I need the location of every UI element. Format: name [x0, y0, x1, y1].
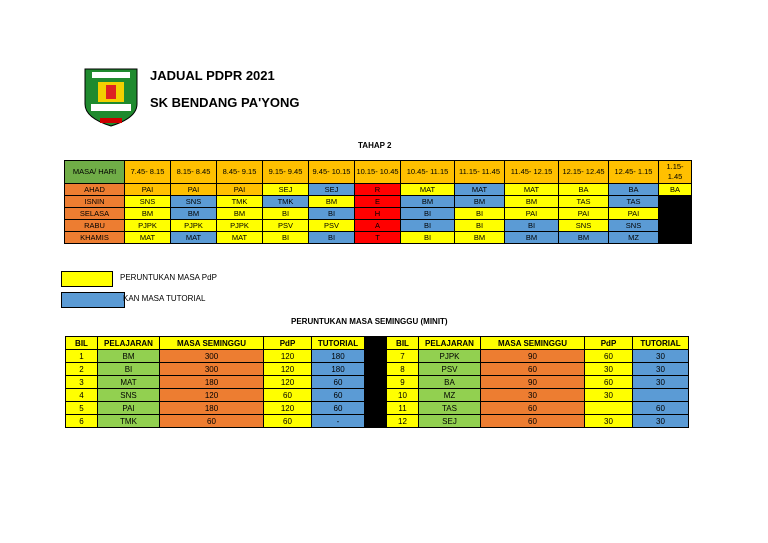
- timetable-cell: BI: [455, 220, 505, 232]
- allocation-title: PERUNTUKAN MASA SEMINGGU (MINIT): [291, 317, 448, 326]
- allocation-cell: 30: [633, 376, 689, 389]
- timetable-cell: BI: [401, 232, 455, 244]
- allocation-cell: -: [312, 415, 365, 428]
- allocation-cell: 2: [66, 363, 98, 376]
- timetable-cell: BI: [401, 220, 455, 232]
- allocation-cell: 300: [160, 363, 264, 376]
- day-label: SELASA: [65, 208, 125, 220]
- school-logo: [82, 66, 140, 128]
- timetable-cell: R: [355, 184, 401, 196]
- timetable-cell: SNS: [171, 196, 217, 208]
- timetable-cell: BM: [505, 232, 559, 244]
- timetable-cell: PAI: [125, 184, 171, 196]
- timetable-cell: [659, 208, 692, 220]
- allocation-cell: 7: [387, 350, 419, 363]
- allocation-header: PELAJARAN: [98, 337, 160, 350]
- time-slot: 1.15- 1.45: [659, 161, 692, 184]
- allocation-cell: PJPK: [419, 350, 481, 363]
- legend-tutorial-swatch: [61, 292, 125, 308]
- timetable-cell: BM: [401, 196, 455, 208]
- allocation-cell: 120: [264, 402, 312, 415]
- allocation-cell: 60: [312, 402, 365, 415]
- timetable-cell: [659, 196, 692, 208]
- timetable-cell: BI: [455, 208, 505, 220]
- allocation-header: BIL: [387, 337, 419, 350]
- allocation-cell: 180: [160, 402, 264, 415]
- allocation-cell: BM: [98, 350, 160, 363]
- timetable-cell: PAI: [609, 208, 659, 220]
- level-label: TAHAP 2: [358, 141, 392, 150]
- allocation-cell: PAI: [98, 402, 160, 415]
- timetable-cell: BM: [309, 196, 355, 208]
- timetable-cell: PJPK: [217, 220, 263, 232]
- time-slot: 8.15- 8.45: [171, 161, 217, 184]
- timetable-cell: TMK: [217, 196, 263, 208]
- allocation-header: MASA SEMINGGU: [160, 337, 264, 350]
- timetable-cell: MAT: [125, 232, 171, 244]
- allocation-cell: 60: [160, 415, 264, 428]
- allocation-cell: 120: [160, 389, 264, 402]
- allocation-cell: BA: [419, 376, 481, 389]
- allocation-cell: 120: [264, 363, 312, 376]
- timetable-cell: BM: [125, 208, 171, 220]
- allocation-cell: 30: [481, 389, 585, 402]
- timetable-cell: BA: [659, 184, 692, 196]
- allocation-cell: 1: [66, 350, 98, 363]
- allocation-cell: MAT: [98, 376, 160, 389]
- legend-pdp-swatch: [61, 271, 113, 287]
- timetable-cell: BI: [401, 208, 455, 220]
- allocation-cell: 60: [312, 376, 365, 389]
- timetable-cell: BM: [171, 208, 217, 220]
- time-header: MASA/ HARI: [65, 161, 125, 184]
- timetable-cell: PAI: [171, 184, 217, 196]
- allocation-header: TUTORIAL: [633, 337, 689, 350]
- allocation-cell: 60: [312, 389, 365, 402]
- timetable-cell: H: [355, 208, 401, 220]
- timetable-cell: T: [355, 232, 401, 244]
- allocation-header: MASA SEMINGGU: [481, 337, 585, 350]
- timetable-row: [65, 196, 692, 208]
- allocation-cell: 300: [160, 350, 264, 363]
- timetable-row: [65, 184, 692, 196]
- allocation-cell: 180: [312, 350, 365, 363]
- allocation-cell: 60: [585, 350, 633, 363]
- timetable-cell: SEJ: [309, 184, 355, 196]
- timetable-row: [65, 232, 692, 244]
- timetable-cell: [659, 232, 692, 244]
- timetable-cell: BI: [309, 232, 355, 244]
- allocation-cell: 60: [264, 415, 312, 428]
- divider: [365, 337, 387, 428]
- timetable-cell: BI: [263, 232, 309, 244]
- timetable-cell: SNS: [559, 220, 609, 232]
- allocation-cell: 5: [66, 402, 98, 415]
- timetable-cell: BM: [505, 196, 559, 208]
- allocation-cell: 30: [585, 415, 633, 428]
- time-slot: 11.45- 12.15: [505, 161, 559, 184]
- allocation-cell: PSV: [419, 363, 481, 376]
- timetable-cell: TMK: [263, 196, 309, 208]
- allocation-cell: BI: [98, 363, 160, 376]
- allocation-cell: SNS: [98, 389, 160, 402]
- allocation-cell: 60: [481, 363, 585, 376]
- timetable-cell: MAT: [505, 184, 559, 196]
- allocation-cell: 12: [387, 415, 419, 428]
- allocation-cell: 180: [312, 363, 365, 376]
- timetable-cell: BA: [559, 184, 609, 196]
- allocation-cell: 11: [387, 402, 419, 415]
- timetable-cell: BA: [609, 184, 659, 196]
- timetable-cell: BI: [263, 208, 309, 220]
- timetable-cell: TAS: [609, 196, 659, 208]
- timetable-cell: SNS: [125, 196, 171, 208]
- allocation-cell: 3: [66, 376, 98, 389]
- timetable-cell: BI: [505, 220, 559, 232]
- timetable-cell: TAS: [559, 196, 609, 208]
- timetable-cell: PAI: [217, 184, 263, 196]
- day-label: KHAMIS: [65, 232, 125, 244]
- allocation-table: [65, 336, 689, 428]
- timetable-cell: BM: [455, 232, 505, 244]
- timetable-cell: MAT: [455, 184, 505, 196]
- allocation-cell: MZ: [419, 389, 481, 402]
- page-title: JADUAL PDPR 2021: [150, 68, 275, 83]
- allocation-cell: 30: [585, 363, 633, 376]
- time-slot: 10.15- 10.45: [355, 161, 401, 184]
- timetable-cell: MZ: [609, 232, 659, 244]
- timetable-cell: PJPK: [125, 220, 171, 232]
- timetable-cell: PSV: [309, 220, 355, 232]
- allocation-cell: TMK: [98, 415, 160, 428]
- allocation-cell: 120: [264, 350, 312, 363]
- allocation-cell: 60: [481, 402, 585, 415]
- allocation-cell: 10: [387, 389, 419, 402]
- legend-tutorial-label: KAN MASA TUTORIAL: [123, 294, 206, 303]
- allocation-cell: [585, 402, 633, 415]
- allocation-cell: 60: [585, 376, 633, 389]
- allocation-cell: 30: [633, 363, 689, 376]
- allocation-header: TUTORIAL: [312, 337, 365, 350]
- allocation-cell: 60: [481, 415, 585, 428]
- time-slot: 11.15- 11.45: [455, 161, 505, 184]
- timetable-row: [65, 208, 692, 220]
- timetable-cell: PAI: [505, 208, 559, 220]
- timetable-cell: MAT: [401, 184, 455, 196]
- day-label: AHAD: [65, 184, 125, 196]
- allocation-header: PELAJARAN: [419, 337, 481, 350]
- timetable-cell: MAT: [217, 232, 263, 244]
- allocation-cell: 4: [66, 389, 98, 402]
- allocation-cell: 60: [264, 389, 312, 402]
- allocation-cell: 120: [264, 376, 312, 389]
- allocation-cell: SEJ: [419, 415, 481, 428]
- timetable-cell: E: [355, 196, 401, 208]
- allocation-cell: 90: [481, 350, 585, 363]
- timetable-cell: PSV: [263, 220, 309, 232]
- allocation-cell: 60: [633, 402, 689, 415]
- time-slot: 12.15- 12.45: [559, 161, 609, 184]
- time-slot: 8.45- 9.15: [217, 161, 263, 184]
- allocation-header: BIL: [66, 337, 98, 350]
- timetable: [64, 160, 692, 244]
- school-name: SK BENDANG PA'YONG: [150, 95, 300, 110]
- allocation-header: PdP: [585, 337, 633, 350]
- timetable-cell: BM: [455, 196, 505, 208]
- allocation-cell: 6: [66, 415, 98, 428]
- allocation-cell: 9: [387, 376, 419, 389]
- allocation-cell: 30: [585, 389, 633, 402]
- time-slot: 10.45- 11.15: [401, 161, 455, 184]
- timetable-cell: PAI: [559, 208, 609, 220]
- day-label: RABU: [65, 220, 125, 232]
- timetable-cell: BM: [559, 232, 609, 244]
- allocation-cell: TAS: [419, 402, 481, 415]
- allocation-header: PdP: [264, 337, 312, 350]
- timetable-cell: MAT: [171, 232, 217, 244]
- allocation-cell: 90: [481, 376, 585, 389]
- timetable-cell: A: [355, 220, 401, 232]
- allocation-cell: 30: [633, 415, 689, 428]
- time-slot: 9.15- 9.45: [263, 161, 309, 184]
- allocation-cell: 8: [387, 363, 419, 376]
- allocation-cell: 30: [633, 350, 689, 363]
- time-slot: 9.45- 10.15: [309, 161, 355, 184]
- timetable-cell: PJPK: [171, 220, 217, 232]
- timetable-row: [65, 220, 692, 232]
- timetable-cell: [659, 220, 692, 232]
- day-label: ISNIN: [65, 196, 125, 208]
- time-slot: 7.45- 8.15: [125, 161, 171, 184]
- allocation-cell: 180: [160, 376, 264, 389]
- legend-pdp-label: PERUNTUKAN MASA PdP: [120, 273, 217, 282]
- timetable-cell: BM: [217, 208, 263, 220]
- timetable-cell: SNS: [609, 220, 659, 232]
- time-slot: 12.45- 1.15: [609, 161, 659, 184]
- allocation-cell: [633, 389, 689, 402]
- timetable-cell: BI: [309, 208, 355, 220]
- timetable-cell: SEJ: [263, 184, 309, 196]
